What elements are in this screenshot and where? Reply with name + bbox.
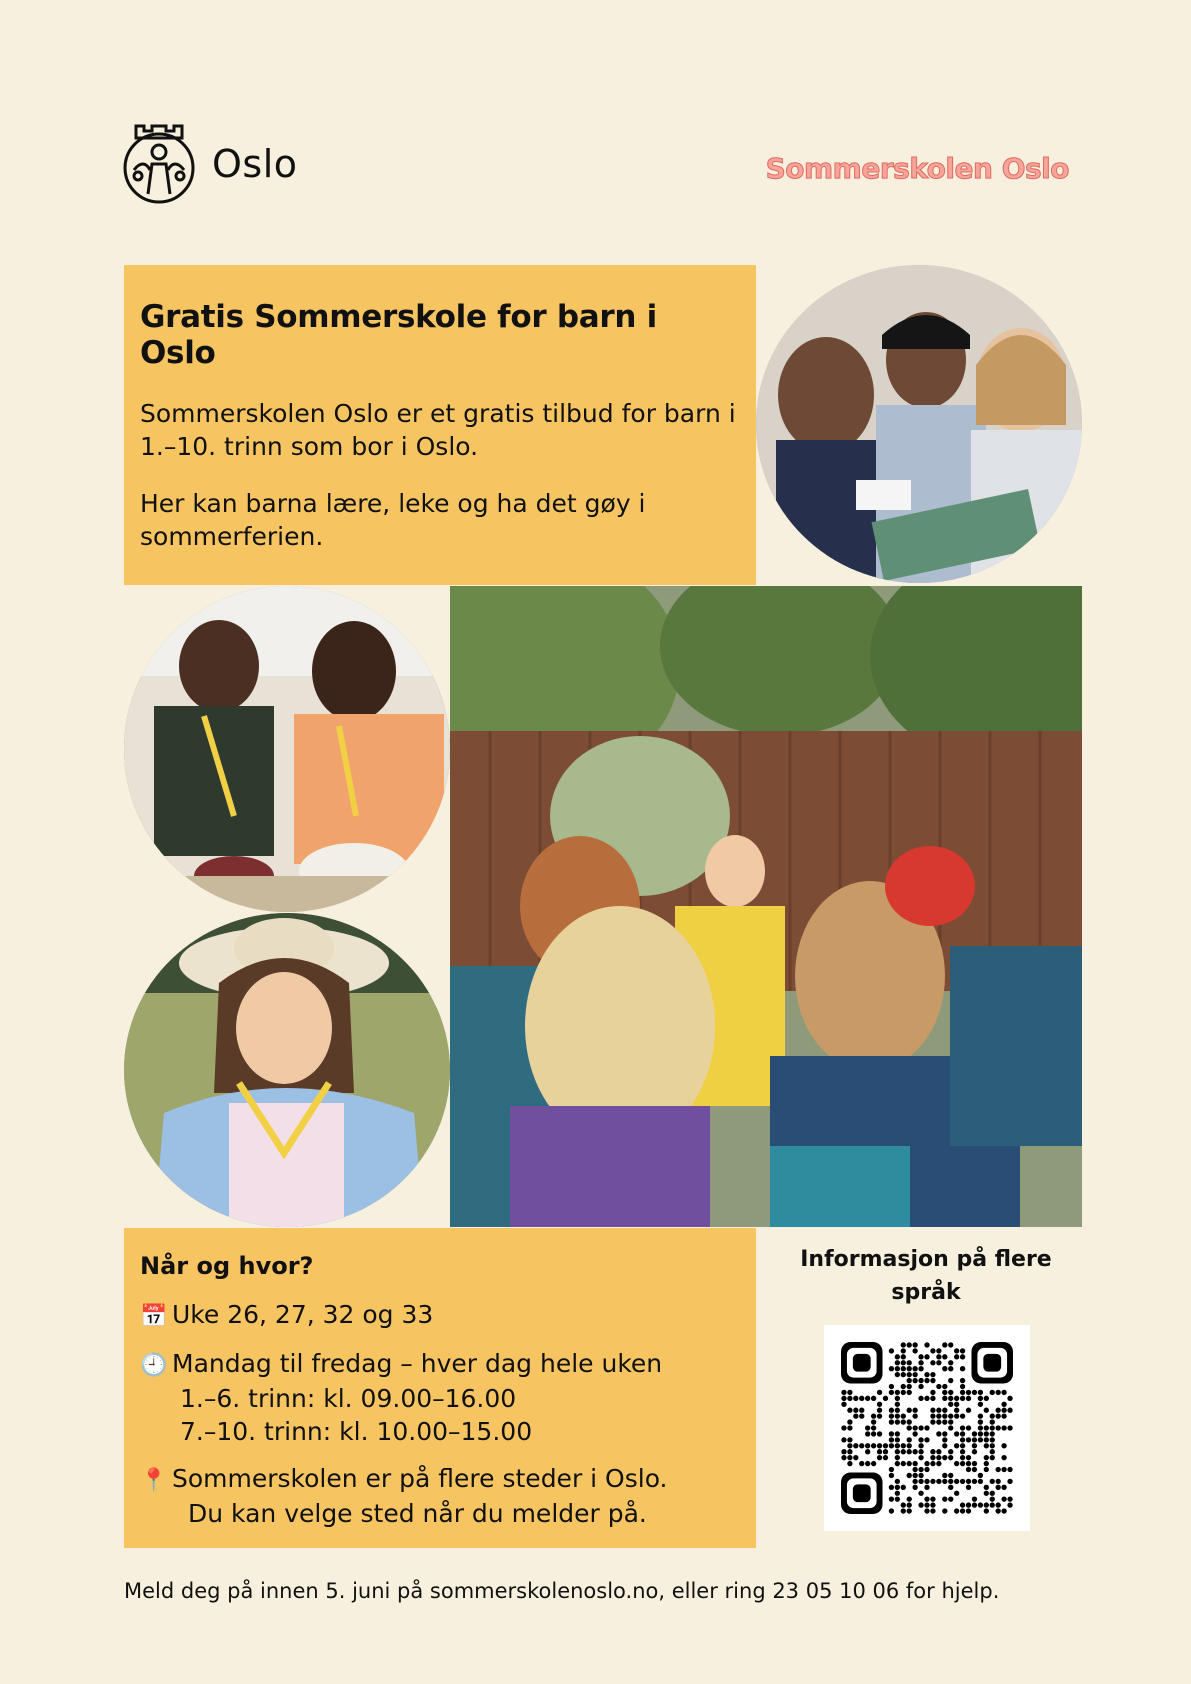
intro-title: Gratis Sommerskole for barn i Oslo bbox=[140, 299, 657, 371]
brand-logo-text: Sommerskolen Oslo bbox=[765, 152, 1069, 185]
photo-children-experiment bbox=[756, 265, 1082, 583]
weeks-row bbox=[140, 1298, 740, 1333]
info-box bbox=[124, 1228, 756, 1548]
days-text: Mandag til fredag – hver dag hele uken bbox=[172, 1349, 663, 1378]
intro-box bbox=[124, 265, 756, 585]
weeks-text: Uke 26, 27, 32 og 33 bbox=[172, 1300, 434, 1329]
schedule-row bbox=[140, 1347, 740, 1448]
location-text-1: Sommerskolen er på flere steder i Oslo. bbox=[172, 1464, 668, 1493]
qr-heading: Informasjon på flere språk bbox=[800, 1247, 1052, 1305]
intro-paragraph-2: Her kan barna lære, leke og ha det gøy i sommerferien. bbox=[140, 489, 646, 551]
location-text-2: Du kan velge sted når du melder på. bbox=[188, 1499, 647, 1528]
time-grades-1-6: 1.–6. trinn: kl. 09.00–16.00 bbox=[180, 1384, 517, 1413]
footer-text: Meld deg på innen 5. juni på sommerskolenoslo.no, eller ring 23 05 10 06 for hjelp. bbox=[124, 1579, 1000, 1603]
intro-paragraph-1: Sommerskolen Oslo er et gratis tilbud for barn i 1.–10. trinn som bor i Oslo. bbox=[140, 399, 736, 461]
time-grades-7-10: 7.–10. trinn: kl. 10.00–15.00 bbox=[180, 1417, 533, 1446]
photo-group-outdoors bbox=[450, 586, 1082, 1227]
photo-children-cooking bbox=[124, 586, 450, 912]
info-title: Når og hvor? bbox=[140, 1252, 314, 1280]
oslo-logo-icon bbox=[122, 118, 196, 204]
location-row bbox=[140, 1462, 740, 1530]
calendar-icon: 📅 bbox=[140, 1304, 168, 1329]
photo-girl-with-hat bbox=[124, 913, 450, 1227]
qr-code[interactable] bbox=[824, 1325, 1030, 1531]
oslo-label: Oslo bbox=[212, 142, 298, 186]
qr-code-icon bbox=[841, 1342, 1013, 1514]
pin-icon: 📍 bbox=[140, 1468, 168, 1493]
clock-icon: 🕘 bbox=[140, 1353, 168, 1378]
